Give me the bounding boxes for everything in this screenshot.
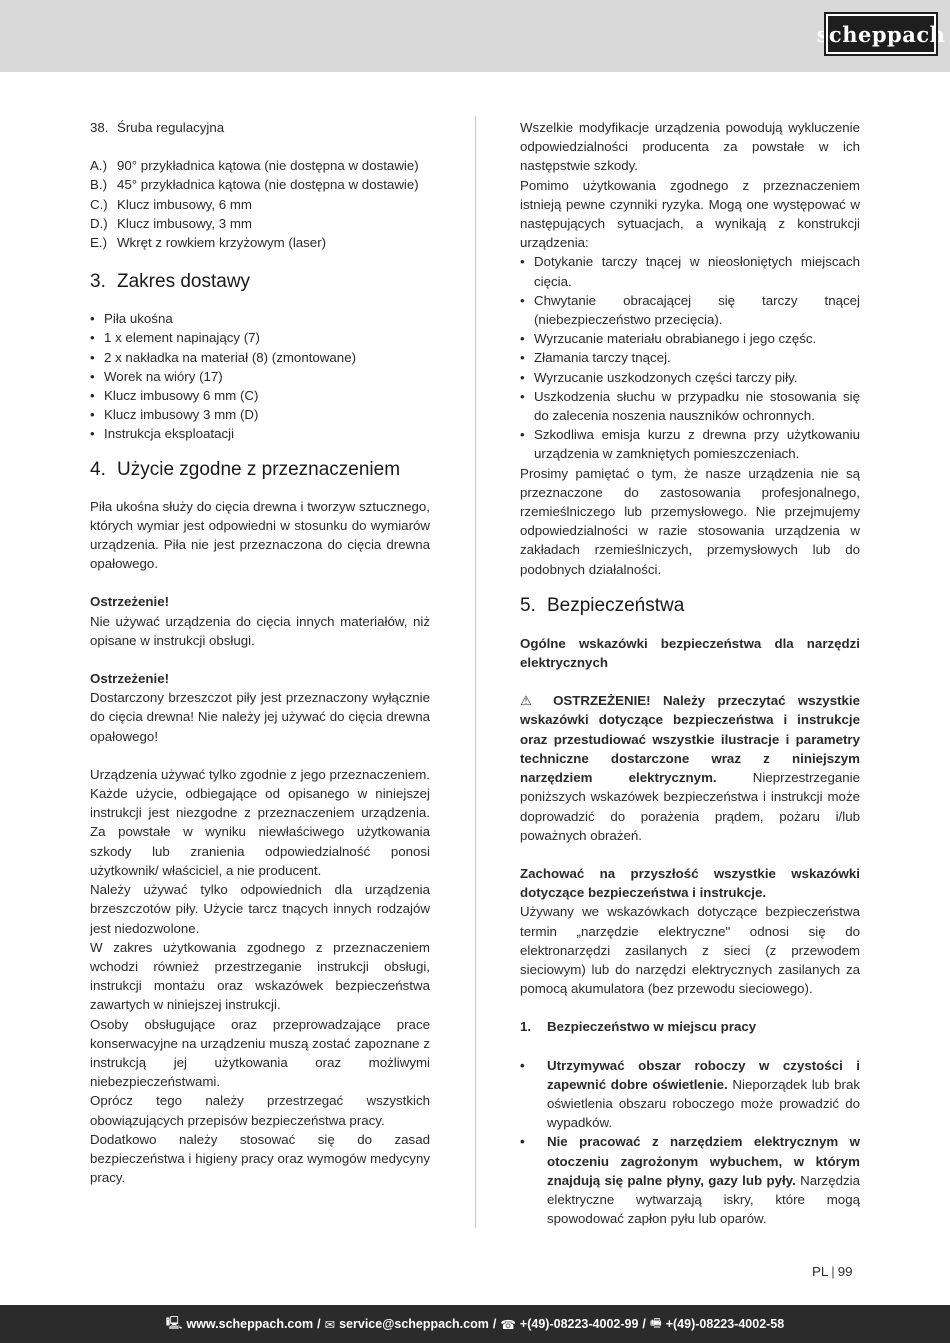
envelope-icon: ✉ [324,1317,336,1332]
delivery-item [90,328,430,347]
delivery-item-text: Piła ukośna [104,311,173,327]
workplace-rule [520,1132,860,1228]
page-number [812,1264,853,1279]
delivery-item [90,348,430,367]
usage-paragraph: Należy używać tylko odpowiednich dla urządzenia brzeszczotów piły. Użycie tarcz tnących innych rodzajów jest niedozwolone. [90,882,430,936]
section-3-heading [90,270,430,294]
accessory-label: B.) [90,177,107,193]
phone-icon: ☎ [500,1317,516,1332]
accessory-label: A.) [90,158,107,174]
computer-icon: 🖳 [165,1315,183,1330]
delivery-item-text: Worek na wióry (17) [104,368,223,384]
section-5-heading [520,594,860,618]
usage-paragraphs [90,765,430,1187]
subsection-number: 1. [520,1019,532,1035]
risk-item-text: Wyrzucanie materiału obrabianego i jego częśc. [534,331,817,347]
accessory-list [90,156,430,252]
risk-item [520,291,860,329]
risk-item-text: Wyrzucanie uszkodzonych części tarczy piły. [534,369,798,385]
risks-paragraph: Pomimo użytkowania zgodnego z przeznaczeniem istnieją pewne czynniki ryzyka. Mogą one występować w następujących sytuacjach, a wynikają z konstrukcji urządzenia: [520,177,860,251]
section-title: Zakres dostawy [117,271,251,293]
warning-rest-text: Nieprzestrzeganie poniższych wskazówek bezpieczeństwa i instrukcji może doprowadzić do porażenia prądem, pożaru i/lub poważnych obrażeń. [520,770,860,843]
subsection-1 [520,1017,860,1036]
scheppach-logo: scheppach [826,14,936,54]
delivery-list [90,309,430,443]
footer-email[interactable]: service@scheppach.com [339,1317,489,1331]
risk-item-text: Uszkodzenia słuchu w przypadku nie stosowania się do zalecenia noszenia nauszników ochronnych. [534,388,860,424]
delivery-item [90,309,430,328]
footer-separator: / [642,1317,646,1331]
footer-bar [0,1305,950,1343]
bullet-dot: • [520,254,525,270]
risk-item-text: Dotykanie tarczy tnącej w nieosłoniętych miejscach cięcia. [534,254,860,289]
footer-fax: +(49)-08223-4002-58 [665,1317,785,1331]
bullet-dot: • [520,388,525,404]
workplace-rule [520,1056,860,1133]
accessory-item [90,175,430,194]
accessory-text: Klucz imbusowy, 3 mm [117,215,252,231]
accessory-label: D.) [90,215,108,231]
general-warning [520,691,860,845]
professional-use-paragraph: Prosimy pamiętać o tym, że nasze urządzenia nie są przeznaczone do zastosowania profesjonalnego, rzemieślniczego lub przemysłowego. Nie przejmujemy odpowiedzialności w razie stosowania urządzenia w zakładach rzemieślniczych, przemysłowych lub do podobnych działalności. [520,465,860,577]
delivery-item [90,367,430,386]
accessory-item [90,233,430,252]
delivery-item [90,386,430,405]
section-4-heading [90,458,430,482]
bullet-dot: • [90,368,95,384]
usage-paragraph: Urządzenia używać tylko zgodnie z jego przeznaczeniem. Każde użycie, odbiegające od opisanego w niniejszej instrukcji jest niezgodne z przeznaczeniem urządzenia. Za powstałe w wyniku niewłaściwego użytkowania szkody lub zranienia odpowiedzialność ponosi użytkownik/ właściciel, a nie producent. [90,766,430,878]
left-column [90,118,430,1187]
warning-triangle-icon: ⚠ [520,693,541,709]
delivery-item-text: Klucz imbusowy 3 mm (D) [104,407,259,423]
bullet-dot: • [90,330,95,346]
accessory-text: 45° przykładnica kątowa (nie dostępna w dostawie) [117,177,419,193]
bullet-dot: • [520,1134,525,1150]
risk-item [520,329,860,348]
bullet-dot: • [520,369,525,385]
delivery-item-text: Instrukcja eksploatacji [104,426,235,442]
page-separator: | [831,1264,835,1279]
section-number: 5. [520,594,536,616]
footer-separator: / [317,1317,321,1331]
page-index: 99 [837,1264,853,1279]
bullet-dot: • [520,427,525,443]
risk-item-text: Szkodliwa emisja kurzu z drewna przy użytkowaniu urządzenia w zamkniętych pomieszczeniach. [534,427,860,462]
delivery-item-text: 1 x element napinający (7) [104,330,260,346]
workplace-rules [520,1056,860,1229]
warning-text: Nie używać urządzenia do cięcia innych materiałów, niż opisane w instrukcji obsługi. [90,613,430,648]
warning-bold-text: OSTRZEŻENIE! Należy przeczytać wszystkie wskazówki dotyczące bezpieczeństwa i instrukcje oraz przestudiować wszystkie ilustracje i parametry techniczne dostarczone wraz z niniejszym narzędziem elektrycznym. [520,693,861,786]
section-number: 3. [90,271,106,293]
fax-icon: 🖷 [649,1315,662,1330]
right-column [520,118,860,1228]
usage-paragraph: Osoby obsługujące oraz przeprowadzające prace konserwacyjne na urządzeniu muszą zostać zapoznane z instrukcją jej użytkowania oraz możliwymi niebezpieczeństwami. [90,1016,430,1090]
accessory-item [90,195,430,214]
subsection-title: Bezpieczeństwo w miejscu pracy [547,1019,757,1035]
workplace-safety-heading [520,1017,860,1036]
workplace-rule-bold: Nie pracować z narzędziem elektrycznym w otoczeniu zagrożonym wybuchem, w którym znajdują się palne płyny, gazy lub pyły. [547,1134,860,1188]
risk-item [520,252,860,290]
workplace-rule-text [547,1056,860,1133]
workplace-rule-bold: Utrzymywać obszar roboczy w czystości i zapewnić dobre oświetlenie. [547,1057,860,1092]
delivery-item [90,424,430,443]
part-label: 38. [90,120,109,135]
safety-subtitle: Ogólne wskazówki bezpieczeństwa dla narzędzi elektrycznych [520,635,860,671]
intended-use-intro: Piła ukośna służy do cięcia drewna i tworzyw sztucznego, których wymiar jest odpowiedni w stosunku do wymiarów urządzenia. Piła nie jest przeznaczona do cięcia drewna opałowego. [90,498,430,572]
workplace-rule-text [547,1132,860,1228]
section-title: Bezpieczeństwa [547,594,685,616]
risk-item [520,387,860,425]
language-code: PL [812,1264,829,1279]
warning-text: Dostarczony brzeszczot piły jest przeznaczony wyłącznie do cięcia drewna! Nie należy jej używać do cięcia drewna opałowego! [90,690,430,744]
bullet-dot: • [520,1057,525,1073]
usage-paragraph: Oprócz tego należy przestrzegać wszystkich obowiązujących przepisów bezpieczeństwa pracy. [90,1093,430,1128]
accessory-item [90,214,430,233]
risk-item [520,368,860,387]
risk-item [520,348,860,367]
usage-paragraph: Dodatkowo należy stosować się do zasad bezpieczeństwa i higieny pracy oraz wymogów medycyny pracy. [90,1131,430,1186]
warning-title: Ostrzeżenie! [90,671,170,687]
bullet-dot: • [90,407,95,423]
modifications-paragraph: Wszelkie modyfikacje urządzenia powodują wykluczenie odpowiedzialności producenta za powstałe w ich następstwie szkody. [520,120,860,174]
usage-paragraph: W zakres użytkowania zgodnego z przeznaczeniem wchodzi również przestrzeganie instrukcji obsługi, instrukcji montażu oraz wskazówek bezpieczeństwa zawartych w niniejszej instrukcji. [90,939,430,1013]
accessory-text: 90° przykładnica kątowa (nie dostępna w dostawie) [117,158,419,174]
delivery-item-text: Klucz imbusowy 6 mm (C) [104,388,259,404]
footer-phone: +(49)-08223-4002-99 [519,1317,639,1331]
risk-item [520,425,860,463]
risk-item-text: Złamania tarczy tnącej. [534,350,671,366]
workplace-rule-rest: Narzędzia elektryczne wytwarzają iskry, które mogą spowodować zapłon pyłu lub oparów. [547,1172,860,1227]
keep-instructions-note: Zachować na przyszłość wszystkie wskazówki dotyczące bezpieczeństwa i instrukcje. [520,865,860,901]
footer-separator: / [492,1317,497,1331]
risk-list [520,252,860,463]
accessory-text: Wkręt z rowkiem krzyżowym (laser) [117,235,327,251]
part-text: Śruba regulacyjna [117,120,225,135]
term-definition: Używany we wskazówkach dotyczące bezpieczeństwa termin „narzędzie elektryczne" odnosi się do elektronarzędzi zasilanych z sieci (z przewodem sieciowym) lub do narzędzi elektrycznych zasilanych za pomocą akumulatora (bez przewodu sieciowego). [520,904,860,997]
bullet-dot: • [90,311,95,327]
risk-item-text: Chwytanie obracającej się tarczy tnącej (niebezpieczeństwo przecięcia). [534,292,860,328]
warning-title: Ostrzeżenie! [90,594,170,610]
accessory-text: Klucz imbusowy, 6 mm [117,196,252,212]
workplace-rule-rest: Nieporządek lub brak oświetlenia obszaru roboczego może prowadzić do wypadków. [547,1076,860,1131]
accessory-label: E.) [90,235,107,251]
bullet-dot: • [520,292,525,308]
section-title: Użycie zgodne z przeznaczeniem [117,458,401,480]
bullet-dot: • [90,426,95,442]
footer-website[interactable]: www.scheppach.com [186,1317,314,1331]
delivery-item [90,405,430,424]
column-divider [475,116,476,1228]
part-item-38 [90,118,430,137]
accessory-label: C.) [90,196,108,212]
accessory-item [90,156,430,175]
header-bar [0,0,950,72]
bullet-dot: • [90,388,95,404]
delivery-item-text: 2 x nakładka na materiał (8) (zmontowane) [104,349,357,365]
bullet-dot: • [520,331,525,347]
bullet-dot: • [90,349,95,365]
bullet-dot: • [520,350,525,366]
section-number: 4. [90,458,106,480]
